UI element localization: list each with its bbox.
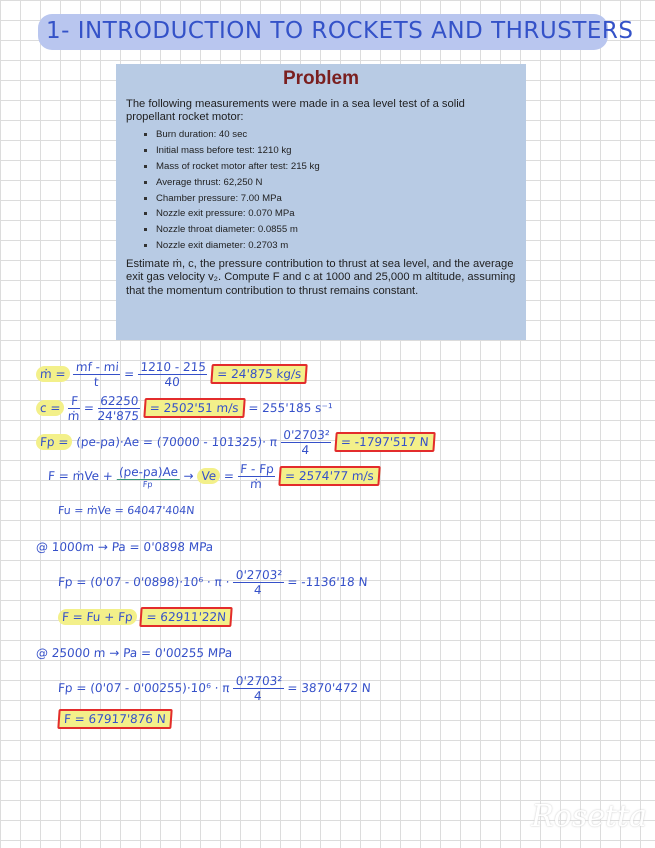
- mdot-lhs: ṁ =: [35, 366, 70, 382]
- problem-panel: [116, 64, 526, 340]
- signature: Rosetta: [531, 799, 647, 834]
- ve-result: = 2574'77 m/s: [278, 466, 380, 486]
- c-tail: = 255'185 s⁻¹: [247, 401, 334, 415]
- alt1000-header: @ 1000m → Pa = 0'0898 MPa: [35, 540, 214, 554]
- list-item: Mass of rocket motor after test: 215 kg: [144, 159, 516, 175]
- list-item: Nozzle exit pressure: 0.070 MPa: [144, 206, 516, 222]
- page-title: 1- INTRODUCTION TO ROCKETS AND THRUSTERS: [46, 18, 634, 44]
- mdot-line: ṁ = $\frac{mf - mi}{t}$ = $\frac{1210 - 215}{40}$ = 24'875 kg/s: [35, 360, 308, 389]
- f-equation-line: F = ṁVe + $\frac{(pe-pa)Ae}{Fp}$ → Ve = $\frac{F - Fp}{\text{ṁ}}$ = 2574'77 m/s: [47, 462, 381, 491]
- fp-result: = -1797'517 N: [334, 432, 435, 452]
- alt1000-fp-line: Fp = (0'07 - 0'0898)·10⁶ · π · $\frac{\text{0'2703²}}{4}$ = -1136'18 N: [57, 568, 369, 597]
- mdot-fraction: $\frac{mf - mi}{t}$: [72, 360, 121, 389]
- fp-line: Fp = (pe-pa)·Ae = (70000 - 101325)· π $\frac{\text{0'2703²}}{4}$ = -1797'517 N: [35, 428, 436, 457]
- list-item: Chamber pressure: 7.00 MPa: [144, 191, 516, 207]
- alt1000-f-line: F = Fu + Fp = 62911'22N: [58, 610, 233, 624]
- c-lhs: c =: [35, 400, 65, 416]
- measurement-list: [126, 127, 516, 254]
- problem-question: Estimate ṁ, c, the pressure contribution to thrust at sea level, and the average exit gas velocity v₂. Compute F and c at 1000 and 25,000 m altitude, assuming that the momentum contribution to thrust remains constant.: [126, 258, 516, 297]
- fp-lhs: Fp =: [35, 434, 73, 450]
- alt25000-fp-line: Fp = (0'07 - 0'00255)·10⁶ · π $\frac{\text{0'2703²}}{4}$ = 3870'472 N: [57, 674, 372, 703]
- mdot-fraction-values: $\frac{1210 - 215}{40}$: [137, 360, 208, 389]
- alt25000-f-result: F = 67917'876 N: [57, 709, 172, 729]
- fu-line: Fu = ṁVe = 64047'404N: [57, 504, 195, 517]
- list-item: Initial mass before test: 1210 kg: [144, 143, 516, 159]
- c-line: c = $\frac{F}{\text{ṁ}}$ = $\frac{62250}{24'875}$ = 2502'51 m/s = 255'185 s⁻¹: [35, 394, 334, 423]
- problem-intro: The following measurements were made in a sea level test of a solid propellant rocket motor:: [126, 98, 465, 123]
- alt1000-f-result: = 62911'22N: [140, 607, 233, 627]
- ve-label: Ve: [197, 468, 221, 484]
- list-item: Nozzle throat diameter: 0.0855 m: [144, 222, 516, 238]
- problem-heading: Problem: [282, 68, 360, 89]
- list-item: Nozzle exit diameter: 0.2703 m: [144, 238, 516, 254]
- c-result: = 2502'51 m/s: [143, 398, 245, 418]
- mdot-result: = 24'875 kg/s: [211, 364, 308, 384]
- list-item: Average thrust: 62,250 N: [144, 175, 516, 191]
- list-item: Burn duration: 40 sec: [144, 127, 516, 143]
- alt25000-header: @ 25000 m → Pa = 0'00255 MPa: [35, 646, 233, 660]
- alt25000-f-line: [58, 712, 173, 726]
